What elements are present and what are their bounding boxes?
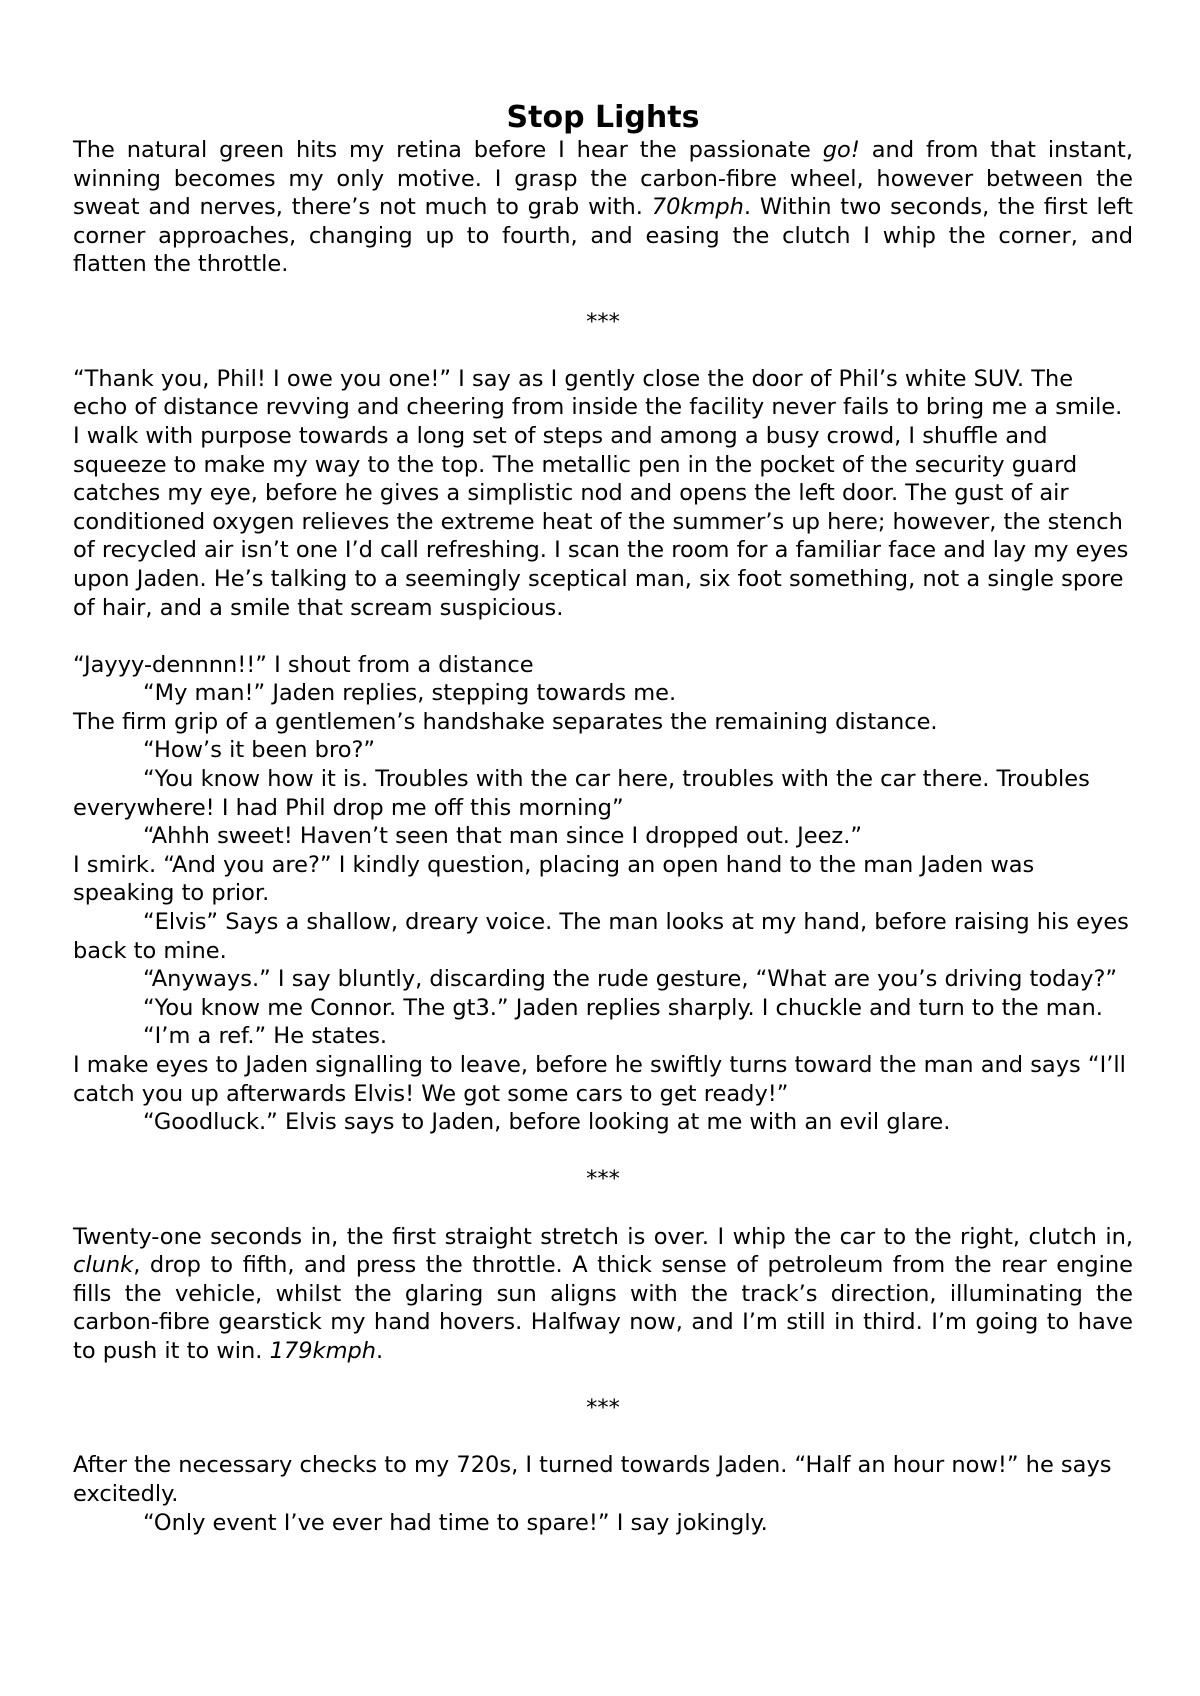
dialogue-line: “I’m a ref.” He states. xyxy=(143,1023,388,1050)
dialogue-line: I smirk. “And you are?” I kindly question, placing an open hand to the man Jaden was speaking to prior. xyxy=(73,851,1035,907)
dialogue-line: “Goodluck.” Elvis says to Jaden, before looking at me with an evil glare. xyxy=(143,1109,951,1136)
dialogue-line: “Only event I’ve ever had time to spare!” I say jokingly. xyxy=(143,1509,768,1536)
dialogue-line: I make eyes to Jaden signalling to leave, before he swiftly turns toward the man and says “I’ll catch you up afterwards Elvis! We got some cars to get ready!” xyxy=(73,1052,1126,1107)
section-separator: *** xyxy=(586,308,620,335)
text-run: The natural green hits my retina before I hear the passionate xyxy=(73,137,823,163)
story-title: Stop Lights xyxy=(506,100,700,135)
dialogue-line: “My man!” Jaden replies, stepping towards me. xyxy=(143,680,677,707)
dialogue-line: “You know me Connor. The gt3.” Jaden replies sharply. I chuckle and turn to the man. xyxy=(143,994,1103,1021)
emphasis-text: go! xyxy=(822,137,860,163)
emphasis-text: 179kmph xyxy=(269,1337,377,1364)
paragraph-arrival: “Thank you, Phil! I owe you one!” I say as I gently close the door of Phil’s white SUV. The echo of distance revving and cheering from inside the facility never fails to bring me a smile. I walk with purpose towards a long set of steps and among a busy crowd, I shuffle and squeeze to make my way to the top. The metallic pen in the pocket of the security guard catches my eye, before he gives a simplistic nod and opens the left door. The gust of air conditioned oxygen relieves the extreme heat of the summer’s up here; however, the stench of recycled air isn’t one I’d call refreshing. I scan the room for a familiar face and lay my eyes upon Jaden. He’s talking to a seemingly sceptical man, six foot something, not a single spore of hair, and a smile that scream suspicious. xyxy=(73,365,1129,621)
section-separator: *** xyxy=(586,1395,620,1422)
dialogue-line: “Jayyy-dennnn!!” I shout from a distance xyxy=(73,651,534,678)
emphasis-text: clunk xyxy=(73,1252,134,1279)
dialogue-line: “How’s it been bro?” xyxy=(143,737,376,764)
dialogue-line: “You know how it is. Troubles with the car here, troubles with the car there. Troubles everywhere! I had Phil drop me off this morning” xyxy=(73,766,1090,821)
text-run: . xyxy=(376,1337,384,1364)
paragraph-opening xyxy=(73,136,1133,279)
text-run: , drop to fifth, and press the throttle. A thick sense of petroleum from the rear engine fills the vehicle, whilst the glaring sun aligns with the track’s direction, illuminating the carbon-fibre gearstick my hand hovers. Halfway now, and I’m still in third. I’m going to have to push it to win. xyxy=(73,1252,1133,1364)
paragraph-race xyxy=(73,1223,1133,1366)
text-run: . Within two seconds, the first left corner approaches, changing up to fourth, and easing the clutch I whip the corner, and flatten the throttle. xyxy=(73,194,1133,278)
dialogue-line: “Anyways.” I say bluntly, discarding the rude gesture, “What are you’s driving today?” xyxy=(143,966,1118,993)
text-run: Twenty-one seconds in, the first straight stretch is over. I whip the car to the right, clutch in, xyxy=(73,1223,1133,1250)
dialogue-line: The firm grip of a gentlemen’s handshake separates the remaining distance. xyxy=(73,708,938,735)
document-page xyxy=(73,100,1133,1537)
section-separator: *** xyxy=(586,1166,620,1193)
dialogue-line: “Elvis” Says a shallow, dreary voice. The man looks at my hand, before raising his eyes back to mine. xyxy=(73,909,1129,964)
dialogue-line: “Ahhh sweet! Haven’t seen that man since I dropped out. Jeez.” xyxy=(143,823,863,850)
dialogue-line: After the necessary checks to my 720s, I turned towards Jaden. “Half an hour now!” he says excitedly. xyxy=(73,1452,1112,1507)
emphasis-text: 70kmph xyxy=(651,194,744,221)
text-run: and from that instant, winning becomes my only motive. I grasp the carbon-fibre wheel, however between the sweat and nerves, there’s not much to grab with. xyxy=(73,137,1133,221)
